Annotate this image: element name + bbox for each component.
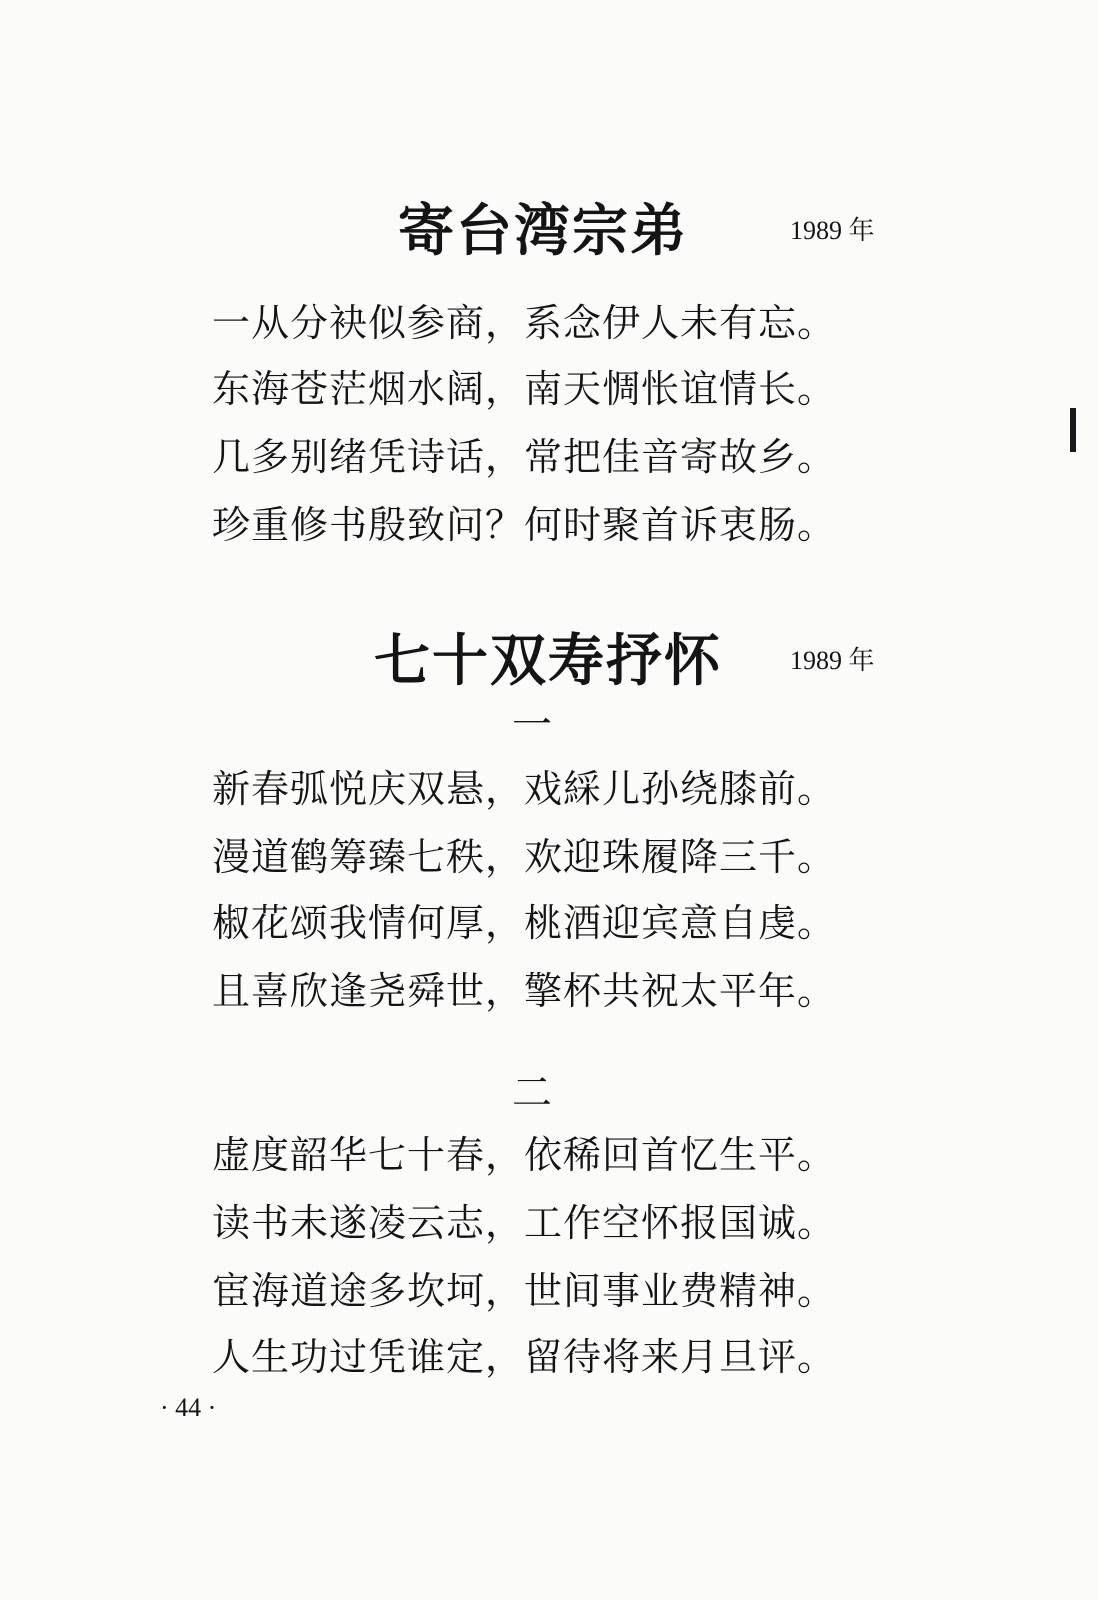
poem1-year: 1989 年 <box>790 216 875 245</box>
poem1-line-1: 一从分袂似参商，系念伊人未有忘。 <box>212 301 837 345</box>
poem2-s2-line-1: 虚度韶华七十春，依稀回首忆生平。 <box>212 1133 837 1177</box>
page-number: · 44 · <box>160 1393 217 1422</box>
poem1-title: 寄台湾宗弟 <box>398 198 688 264</box>
poem1-line-3: 几多别绪凭诗话，常把佳音寄故乡。 <box>212 435 837 479</box>
poem2-s1-line-2: 漫道鹤筹臻七秩，欢迎珠履降三千。 <box>212 835 837 879</box>
poem2-header <box>0 626 1098 696</box>
poem1-header <box>0 196 1098 266</box>
section-number-2: 二 <box>512 1070 552 1116</box>
poem2-s2-line-4: 人生功过凭谁定，留待将来月旦评。 <box>212 1335 837 1379</box>
poem1-line-2: 东海苍茫烟水阔，南天惆怅谊情长。 <box>212 367 837 411</box>
poem2-s1-line-3: 椒花颂我情何厚，桃酒迎宾意自虔。 <box>212 901 837 945</box>
poem2-year: 1989 年 <box>790 646 875 675</box>
scan-edge-mark <box>1070 408 1076 452</box>
poem2-s1-line-1: 新春弧悦庆双悬，戏綵儿孙绕膝前。 <box>212 767 837 811</box>
poem2-title: 七十双寿抒怀 <box>374 628 722 694</box>
poem2-s1-line-4: 且喜欣逢尧舜世，擎杯共祝太平年。 <box>212 969 837 1013</box>
poem1-line-4: 珍重修书殷致问？何时聚首诉衷肠。 <box>212 503 837 547</box>
poem2-s2-line-2: 读书未遂凌云志，工作空怀报国诚。 <box>212 1201 837 1245</box>
poem2-s2-line-3: 宦海道途多坎坷，世间事业费精神。 <box>212 1269 837 1313</box>
section-number-1: 一 <box>512 702 552 748</box>
